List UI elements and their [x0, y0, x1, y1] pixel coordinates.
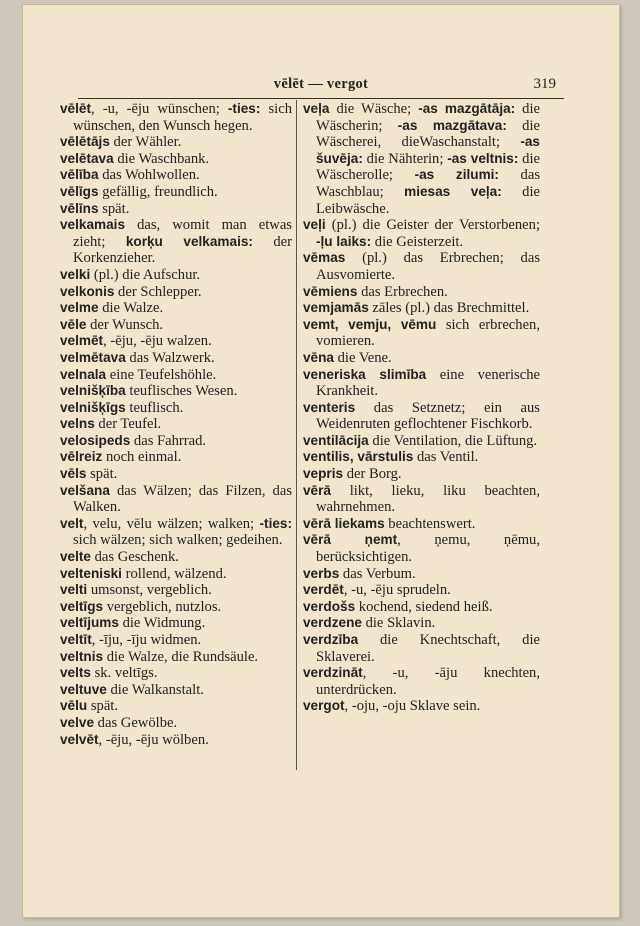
entry-headword: vēmiens — [303, 283, 358, 299]
entry-definition: , -oju, -oju Sklave sein. — [344, 698, 481, 715]
entry-headword: vergot — [303, 698, 345, 714]
dictionary-entry — [60, 449, 292, 466]
entry-headword: veļi — [303, 217, 326, 233]
running-header — [78, 76, 564, 99]
entry-definition: , -u, -ēju sprudeln. — [343, 582, 451, 599]
dictionary-entry — [60, 367, 292, 384]
entry-definition: sich wälzen; sich walken; gedeihen. — [73, 532, 283, 549]
entry-headword: korķu velkamais: — [125, 233, 253, 249]
entry-definition: sich erbrechen, vomieren. — [316, 316, 540, 350]
entry-headword: velnišķīgs — [60, 399, 126, 415]
dictionary-entry — [60, 217, 292, 267]
dictionary-entry — [60, 151, 292, 168]
entry-headword: vēlība — [60, 167, 99, 183]
entry-headword: velētava — [60, 150, 114, 166]
dictionary-entry — [303, 217, 540, 250]
entry-headword: -as veltnis: — [447, 150, 519, 166]
entry-definition: die Wäscherei, dieWaschanstalt; — [316, 117, 540, 151]
dictionary-entry — [60, 400, 292, 417]
dictionary-entry — [303, 483, 540, 516]
dictionary-entry — [60, 665, 292, 682]
entry-headword: venteris — [303, 399, 356, 415]
entry-definition: das Ventil. — [413, 449, 479, 466]
dictionary-entry — [303, 433, 540, 450]
entry-definition: das Fahrrad. — [130, 432, 207, 449]
entry-definition: das Erbrechen. — [357, 283, 448, 300]
column-divider — [296, 100, 297, 770]
entry-headword: velmēt — [60, 333, 104, 349]
entry-definition: (pl.) die Geister der Verstorbenen; — [325, 217, 540, 234]
dictionary-entry — [60, 649, 292, 666]
entry-definition: das Waschblau; — [316, 167, 540, 200]
dictionary-entry — [303, 300, 540, 317]
entry-definition: eine venerische Krankheit. — [316, 366, 540, 400]
dictionary-entry — [303, 466, 540, 483]
entry-definition: , -ēju, -ēju walzen. — [103, 333, 212, 350]
entry-definition: sk. veltīgs. — [90, 665, 158, 682]
entry-headword: verdzināt — [303, 665, 363, 681]
entry-definition: die Knechtschaft, die Sklaverei. — [316, 632, 540, 665]
entry-headword: vemjamās — [303, 300, 369, 316]
entry-headword: verbs — [303, 565, 340, 581]
dictionary-entry — [60, 317, 292, 334]
dictionary-entry — [60, 698, 292, 715]
entry-headword: vemt, vemju, vēmu — [303, 316, 437, 332]
dictionary-entry — [303, 284, 540, 301]
entry-definition: , -ēju, -ēju wölben. — [98, 731, 209, 748]
entry-headword: velnala — [60, 366, 107, 382]
dictionary-entry — [60, 483, 292, 516]
entry-headword: velosipeds — [60, 432, 131, 448]
entry-definition: die Wäsche; — [329, 101, 419, 117]
dictionary-entry — [303, 449, 540, 466]
entry-headword: velt — [60, 515, 84, 531]
entry-headword: vēna — [303, 349, 334, 365]
dictionary-entry — [303, 599, 540, 616]
entry-definition: spät. — [87, 698, 119, 715]
entry-headword: velvēt — [60, 731, 99, 747]
dictionary-entry — [303, 367, 540, 400]
entry-headword: velti — [60, 582, 88, 598]
entry-definition: beachtenswert. — [384, 515, 476, 532]
dictionary-entry — [60, 549, 292, 566]
dictionary-entry — [303, 532, 540, 565]
entry-headword: veltīgs — [60, 598, 104, 614]
entry-definition: umsonst, vergeblich. — [87, 582, 212, 599]
entry-headword: velmētava — [60, 349, 126, 365]
entry-definition: die Wäscherin; — [316, 101, 541, 134]
entry-definition: die Vene. — [333, 349, 392, 366]
entry-definition: das Verbum. — [339, 565, 416, 582]
entry-headword: vērā ņemt — [303, 532, 398, 548]
entry-headword: ventilis, vārstulis — [303, 449, 414, 465]
dictionary-entry — [303, 698, 540, 715]
entry-definition: der Wähler. — [109, 134, 182, 151]
dictionary-entry — [60, 284, 292, 301]
entry-headword: velts — [60, 665, 91, 681]
dictionary-entry — [60, 732, 292, 749]
entry-definition: noch einmal. — [102, 449, 182, 466]
dictionary-entry — [303, 665, 540, 698]
entry-definition: , -īju, -īju widmen. — [91, 632, 202, 648]
entry-headword: veltīt — [60, 632, 92, 647]
entry-definition: , -u, -ēju wünschen; — [90, 101, 228, 117]
entry-headword: -as mazgātava: — [397, 117, 507, 133]
entry-definition: die Geisterzeit. — [371, 233, 464, 250]
dictionary-entry — [303, 615, 540, 632]
entry-definition: die Waschbank. — [113, 150, 210, 167]
entry-definition: gefällig, freundlich. — [98, 183, 218, 200]
entry-headword: veltuve — [60, 681, 107, 697]
page-number: 319 — [533, 76, 556, 92]
dictionary-entry — [303, 250, 540, 283]
dictionary-entry — [303, 516, 540, 533]
entry-headword: vepris — [303, 466, 344, 482]
entry-headword: -ļu laiks: — [316, 233, 372, 249]
entry-definition: vergeblich, nutzlos. — [103, 598, 222, 615]
entry-definition: , ņemu, ņēmu, berücksichtigen. — [316, 532, 540, 566]
entry-headword: velte — [60, 549, 91, 565]
page-title: vēlēt — vergot — [273, 76, 369, 92]
entry-headword: vērā liekams — [303, 515, 385, 531]
entry-headword: miesas veļa: — [404, 183, 502, 199]
entry-headword: vēlīgs — [60, 183, 99, 199]
entry-definition: die Wäscherolle; — [316, 150, 541, 184]
entry-definition: , -u, -āju knechten, unterdrücken. — [316, 665, 540, 698]
entry-definition: kochend, siedend heiß. — [355, 598, 493, 615]
dictionary-entry — [303, 400, 540, 433]
entry-definition: der Borg. — [343, 466, 402, 483]
entry-definition: die Sklavin. — [361, 615, 436, 632]
dictionary-entry — [60, 101, 292, 134]
entry-headword: veltījums — [60, 615, 119, 631]
entry-headword: veļa — [303, 101, 330, 116]
left-column — [60, 101, 292, 748]
entry-headword: vēlreiz — [60, 449, 103, 465]
entry-headword: veneriska slimība — [303, 366, 427, 382]
entry-definition: das Wohlwollen. — [98, 167, 200, 184]
dictionary-entry — [60, 416, 292, 433]
entry-definition: die Walze. — [98, 300, 164, 317]
dictionary-entry — [60, 599, 292, 616]
entry-headword: vērā — [303, 482, 331, 498]
entry-definition: teuflisches Wesen. — [125, 383, 238, 400]
dictionary-entry — [303, 317, 540, 350]
entry-headword: verdzība — [303, 632, 359, 647]
entry-definition: die Walkanstalt. — [106, 681, 204, 698]
dictionary-entry — [303, 101, 540, 217]
entry-headword: velšana — [60, 482, 110, 498]
entry-definition: sich wünschen, den Wunsch hegen. — [73, 101, 292, 134]
entry-definition: der Korkenzieher. — [73, 233, 292, 267]
dictionary-entry — [60, 184, 292, 201]
dictionary-entry — [60, 201, 292, 218]
dictionary-entry — [60, 582, 292, 599]
dictionary-entry — [303, 350, 540, 367]
dictionary-entry — [60, 715, 292, 732]
entry-headword: ventilācija — [303, 432, 369, 448]
entry-definition: das Walzwerk. — [125, 349, 215, 366]
entry-headword: -as šuvēja: — [316, 134, 540, 166]
entry-definition: eine Teufelshöhle. — [106, 366, 217, 383]
dictionary-entry — [60, 350, 292, 367]
dictionary-entry — [60, 383, 292, 400]
entry-definition: die Widmung. — [118, 615, 206, 632]
entry-headword: verdēt — [303, 582, 344, 598]
entry-definition: das Wälzen; das Filzen, das Walken. — [73, 482, 292, 516]
entry-headword: verdzene — [303, 615, 362, 631]
entry-definition: spät. — [98, 200, 130, 217]
entry-headword: verdošs — [303, 598, 356, 614]
entry-headword: veltnis — [60, 648, 104, 664]
entry-definition: (pl.) das Erbrechen; das Ausvomierte. — [316, 250, 540, 283]
right-column — [303, 101, 540, 715]
entry-definition: , velu, vēlu wälzen; walken; — [83, 515, 260, 532]
entry-headword: velnišķība — [60, 383, 126, 399]
entry-definition: (pl.) die Aufschur. — [90, 266, 201, 283]
entry-headword: vēlu — [60, 698, 88, 714]
entry-headword: vēle — [60, 316, 87, 332]
entry-headword: vēlēt — [60, 101, 91, 116]
dictionary-entry — [60, 516, 292, 549]
entry-definition: teuflisch. — [125, 399, 184, 416]
entry-definition: spät. — [86, 466, 118, 483]
entry-headword: -ties: — [227, 101, 261, 116]
entry-headword: vēlīns — [60, 200, 99, 216]
dictionary-entry — [60, 433, 292, 450]
entry-definition: die Nähterin; — [362, 150, 448, 167]
entry-headword: velkonis — [60, 283, 115, 299]
entry-definition: die Walze, die Rundsäule. — [103, 648, 259, 665]
entry-definition: das Setznetz; ein aus Weidenruten geflochtener Fischkorb. — [316, 399, 540, 433]
dictionary-entry — [60, 566, 292, 583]
entry-headword: velkamais — [60, 217, 126, 233]
dictionary-entry — [303, 582, 540, 599]
dictionary-entry — [60, 300, 292, 317]
dictionary-entry — [303, 566, 540, 583]
entry-headword: vēmas — [303, 250, 346, 266]
entry-headword: -ties: — [259, 515, 292, 531]
entry-definition: der Schlepper. — [114, 283, 202, 300]
entry-definition: das Gewölbe. — [94, 714, 178, 731]
entry-definition: likt, lieku, liku beachten, wahrnehmen. — [316, 482, 540, 516]
entry-definition: das, womit man etwas zieht; — [73, 217, 292, 250]
entry-definition: die Leibwäsche. — [316, 183, 540, 217]
entry-definition: rollend, wälzend. — [121, 565, 227, 582]
entry-definition: die Ventilation, die Lüftung. — [368, 432, 538, 449]
dictionary-entry — [60, 466, 292, 483]
dictionary-entry — [60, 682, 292, 699]
entry-headword: -as zilumi: — [414, 167, 499, 183]
dictionary-entry — [303, 632, 540, 665]
entry-headword: velme — [60, 300, 99, 316]
entry-headword: vēlētājs — [60, 134, 110, 150]
entry-definition: das Geschenk. — [90, 549, 179, 566]
entry-definition: zāles (pl.) das Brechmittel. — [368, 300, 530, 317]
entry-headword: velns — [60, 416, 95, 432]
dictionary-entry — [60, 167, 292, 184]
dictionary-entry — [60, 267, 292, 284]
dictionary-entry — [60, 333, 292, 350]
entry-headword: velki — [60, 266, 91, 282]
entry-headword: -as mazgātāja: — [418, 101, 516, 116]
dictionary-entry — [60, 134, 292, 151]
entry-headword: velve — [60, 714, 95, 730]
entry-headword: velteniski — [60, 565, 122, 581]
entry-definition: der Teufel. — [94, 416, 162, 433]
dictionary-entry — [60, 632, 292, 649]
entry-headword: vēls — [60, 466, 87, 482]
dictionary-entry — [60, 615, 292, 632]
entry-definition: der Wunsch. — [86, 316, 164, 333]
